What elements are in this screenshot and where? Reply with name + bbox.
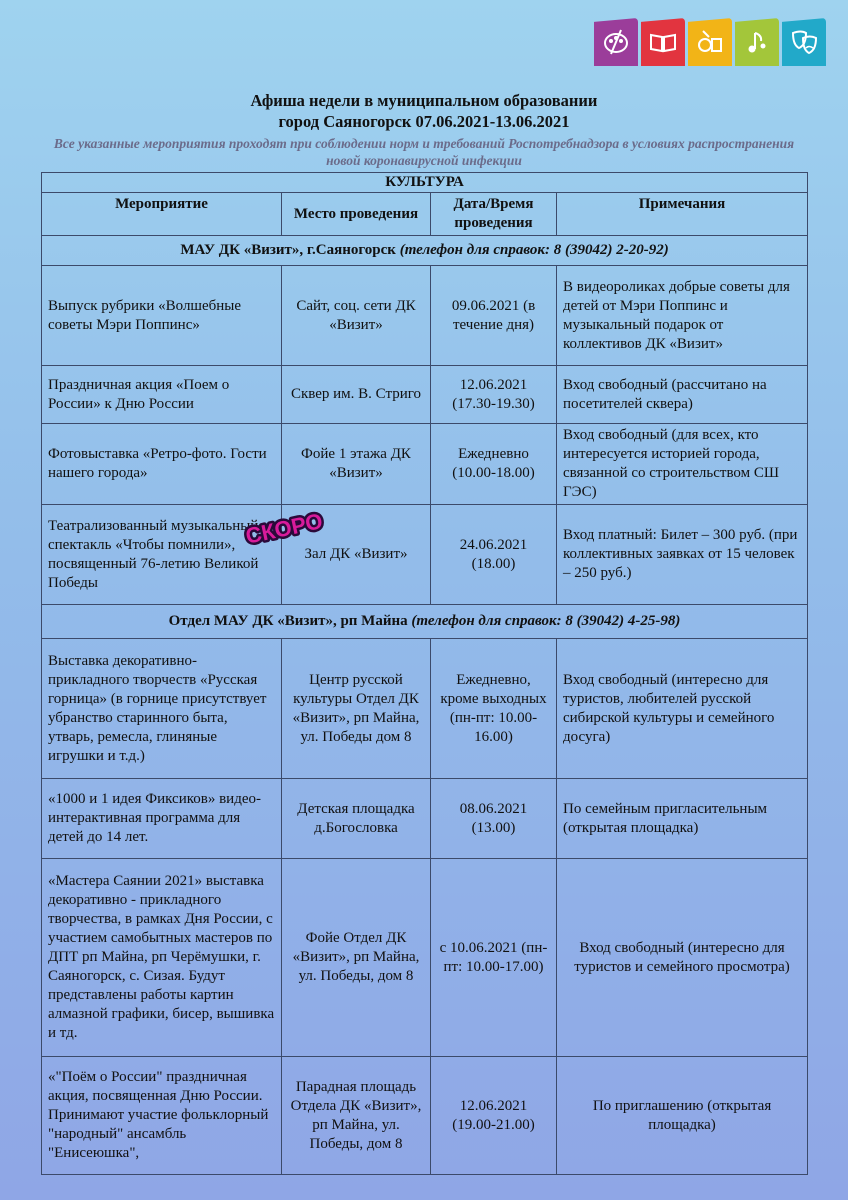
column-header-place: Место проведения xyxy=(282,193,431,236)
place-cell: Фойе Отдел ДК «Визит», рп Майна, ул. Победы, дом 8 xyxy=(282,859,431,1057)
category-row xyxy=(42,173,808,193)
event-cell: «"Поём о России" праздничная акция, посвященная Дню России. Принимают участие фольклорный "народный" ансамбль "Енисеюшка", xyxy=(42,1057,282,1175)
place-cell: Сквер им. В. Стриго xyxy=(282,366,431,424)
category-logos xyxy=(594,18,826,66)
category-header: КУЛЬТУРА xyxy=(42,173,808,193)
place-cell: Детская площадка д.Богословка xyxy=(282,779,431,859)
note-cell: Вход свободный (интересно для туристов, любителей русской сибирской культуры и семейного досуга) xyxy=(557,639,808,779)
table-row xyxy=(42,505,808,605)
logo-book xyxy=(641,18,685,66)
title-line-2: город Саяногорск 07.06.2021-13.06.2021 xyxy=(278,112,570,131)
sticker-text: СКОРО xyxy=(243,508,325,549)
section-phone: (телефон для справок: 8 (39042) 2-20-92) xyxy=(399,242,669,258)
note-cell: Вход свободный (рассчитано на посетителей сквера) xyxy=(557,366,808,424)
page-title xyxy=(0,90,848,132)
date-cell: с 10.06.2021 (пн-пт: 10.00-17.00) xyxy=(431,859,557,1057)
column-header-notes: Примечания xyxy=(557,193,808,236)
note-cell: По семейным пригласительным (открытая площадка) xyxy=(557,779,808,859)
book-icon xyxy=(648,27,678,57)
title-line-1: Афиша недели в муниципальном образовании xyxy=(250,91,598,110)
column-header-date: Дата/Время проведения xyxy=(431,193,557,236)
table-row xyxy=(42,779,808,859)
date-cell: 24.06.2021 (18.00) xyxy=(431,505,557,605)
music-note-icon xyxy=(742,27,772,57)
crafts-icon xyxy=(695,27,725,57)
place-cell: Зал ДК «Визит» xyxy=(282,505,431,605)
date-cell: Ежедневно (10.00-18.00) xyxy=(431,424,557,505)
page-subtitle: Все указанные мероприятия проходят при соблюдении норм и требований Роспотребнадзора в условиях распространения новой коронавирусной инфекции xyxy=(53,136,795,168)
note-cell: По приглашению (открытая площадка) xyxy=(557,1057,808,1175)
event-cell: «Мастера Саянии 2021» выставка декоративно - прикладного творчества, в рамках Дня России, с участием самобытных мастеров по ДПТ рп Майна, рп Черёмушки, г. Саяногорск, с. Сизая. Будут представлены работы картин алмазной графики, бисер, вышивка и тд. xyxy=(42,859,282,1057)
event-cell: Выпуск рубрики «Волшебные советы Мэри Поппинс» xyxy=(42,266,282,366)
logo-music xyxy=(735,18,779,66)
date-cell: 09.06.2021 (в течение дня) xyxy=(431,266,557,366)
logo-theater xyxy=(782,18,826,66)
section-name: Отдел МАУ ДК «Визит», рп Майна xyxy=(168,613,408,629)
note-cell: Вход платный: Билет – 300 руб. (при коллективных заявках от 15 человек – 250 руб.) xyxy=(557,505,808,605)
table-row xyxy=(42,366,808,424)
section-row xyxy=(42,236,808,266)
place-cell: Парадная площадь Отдела ДК «Визит», рп Майна, ул. Победы, дом 8 xyxy=(282,1057,431,1175)
section-phone: (телефон для справок: 8 (39042) 4-25-98) xyxy=(411,613,681,629)
table-row xyxy=(42,639,808,779)
section-header xyxy=(42,605,808,639)
logo-crafts xyxy=(688,18,732,66)
palette-icon xyxy=(601,27,631,57)
column-header-event: Мероприятие xyxy=(42,193,282,236)
event-cell: Театрализованный музыкальный спектакль «Чтобы помнили», посвященный 76-летию Великой Победы xyxy=(42,505,282,605)
place-cell: Фойе 1 этажа ДК «Визит» xyxy=(282,424,431,505)
coming-soon-sticker xyxy=(238,506,330,550)
events-table xyxy=(41,172,808,1175)
event-cell: Выставка декоративно-прикладного творчеств «Русская горница» (в горнице присутствует убранство старинного быта, утварь, ремесла, глиняные игрушки и т.д.) xyxy=(42,639,282,779)
columns-header-row xyxy=(42,193,808,236)
date-cell: 12.06.2021 (19.00-21.00) xyxy=(431,1057,557,1175)
table-row xyxy=(42,1057,808,1175)
event-cell: Праздничная акция «Поем о России» к Дню России xyxy=(42,366,282,424)
table-row xyxy=(42,859,808,1057)
event-cell: Фотовыставка «Ретро-фото. Гости нашего города» xyxy=(42,424,282,505)
table-row xyxy=(42,266,808,366)
event-cell: «1000 и 1 идея Фиксиков» видео-интерактивная программа для детей до 14 лет. xyxy=(42,779,282,859)
theater-masks-icon xyxy=(789,27,819,57)
section-header xyxy=(42,236,808,266)
note-cell: Вход свободный (интересно для туристов и семейного просмотра) xyxy=(557,859,808,1057)
note-cell: Вход свободный (для всех, кто интересуется историей города, связанной со строительством СШ ГЭС) xyxy=(557,424,808,505)
date-cell: 12.06.2021 (17.30-19.30) xyxy=(431,366,557,424)
table-row xyxy=(42,424,808,505)
place-cell: Центр русской культуры Отдел ДК «Визит», рп Майна, ул. Победы дом 8 xyxy=(282,639,431,779)
date-cell: 08.06.2021 (13.00) xyxy=(431,779,557,859)
section-name: МАУ ДК «Визит», г.Саяногорск xyxy=(180,242,396,258)
place-cell: Сайт, соц. сети ДК «Визит» xyxy=(282,266,431,366)
note-cell: В видеороликах добрые советы для детей от Мэри Поппинс и музыкальный подарок от коллективов ДК «Визит» xyxy=(557,266,808,366)
section-row xyxy=(42,605,808,639)
logo-palette xyxy=(594,18,638,66)
date-cell: Ежедневно, кроме выходных (пн-пт: 10.00-16.00) xyxy=(431,639,557,779)
